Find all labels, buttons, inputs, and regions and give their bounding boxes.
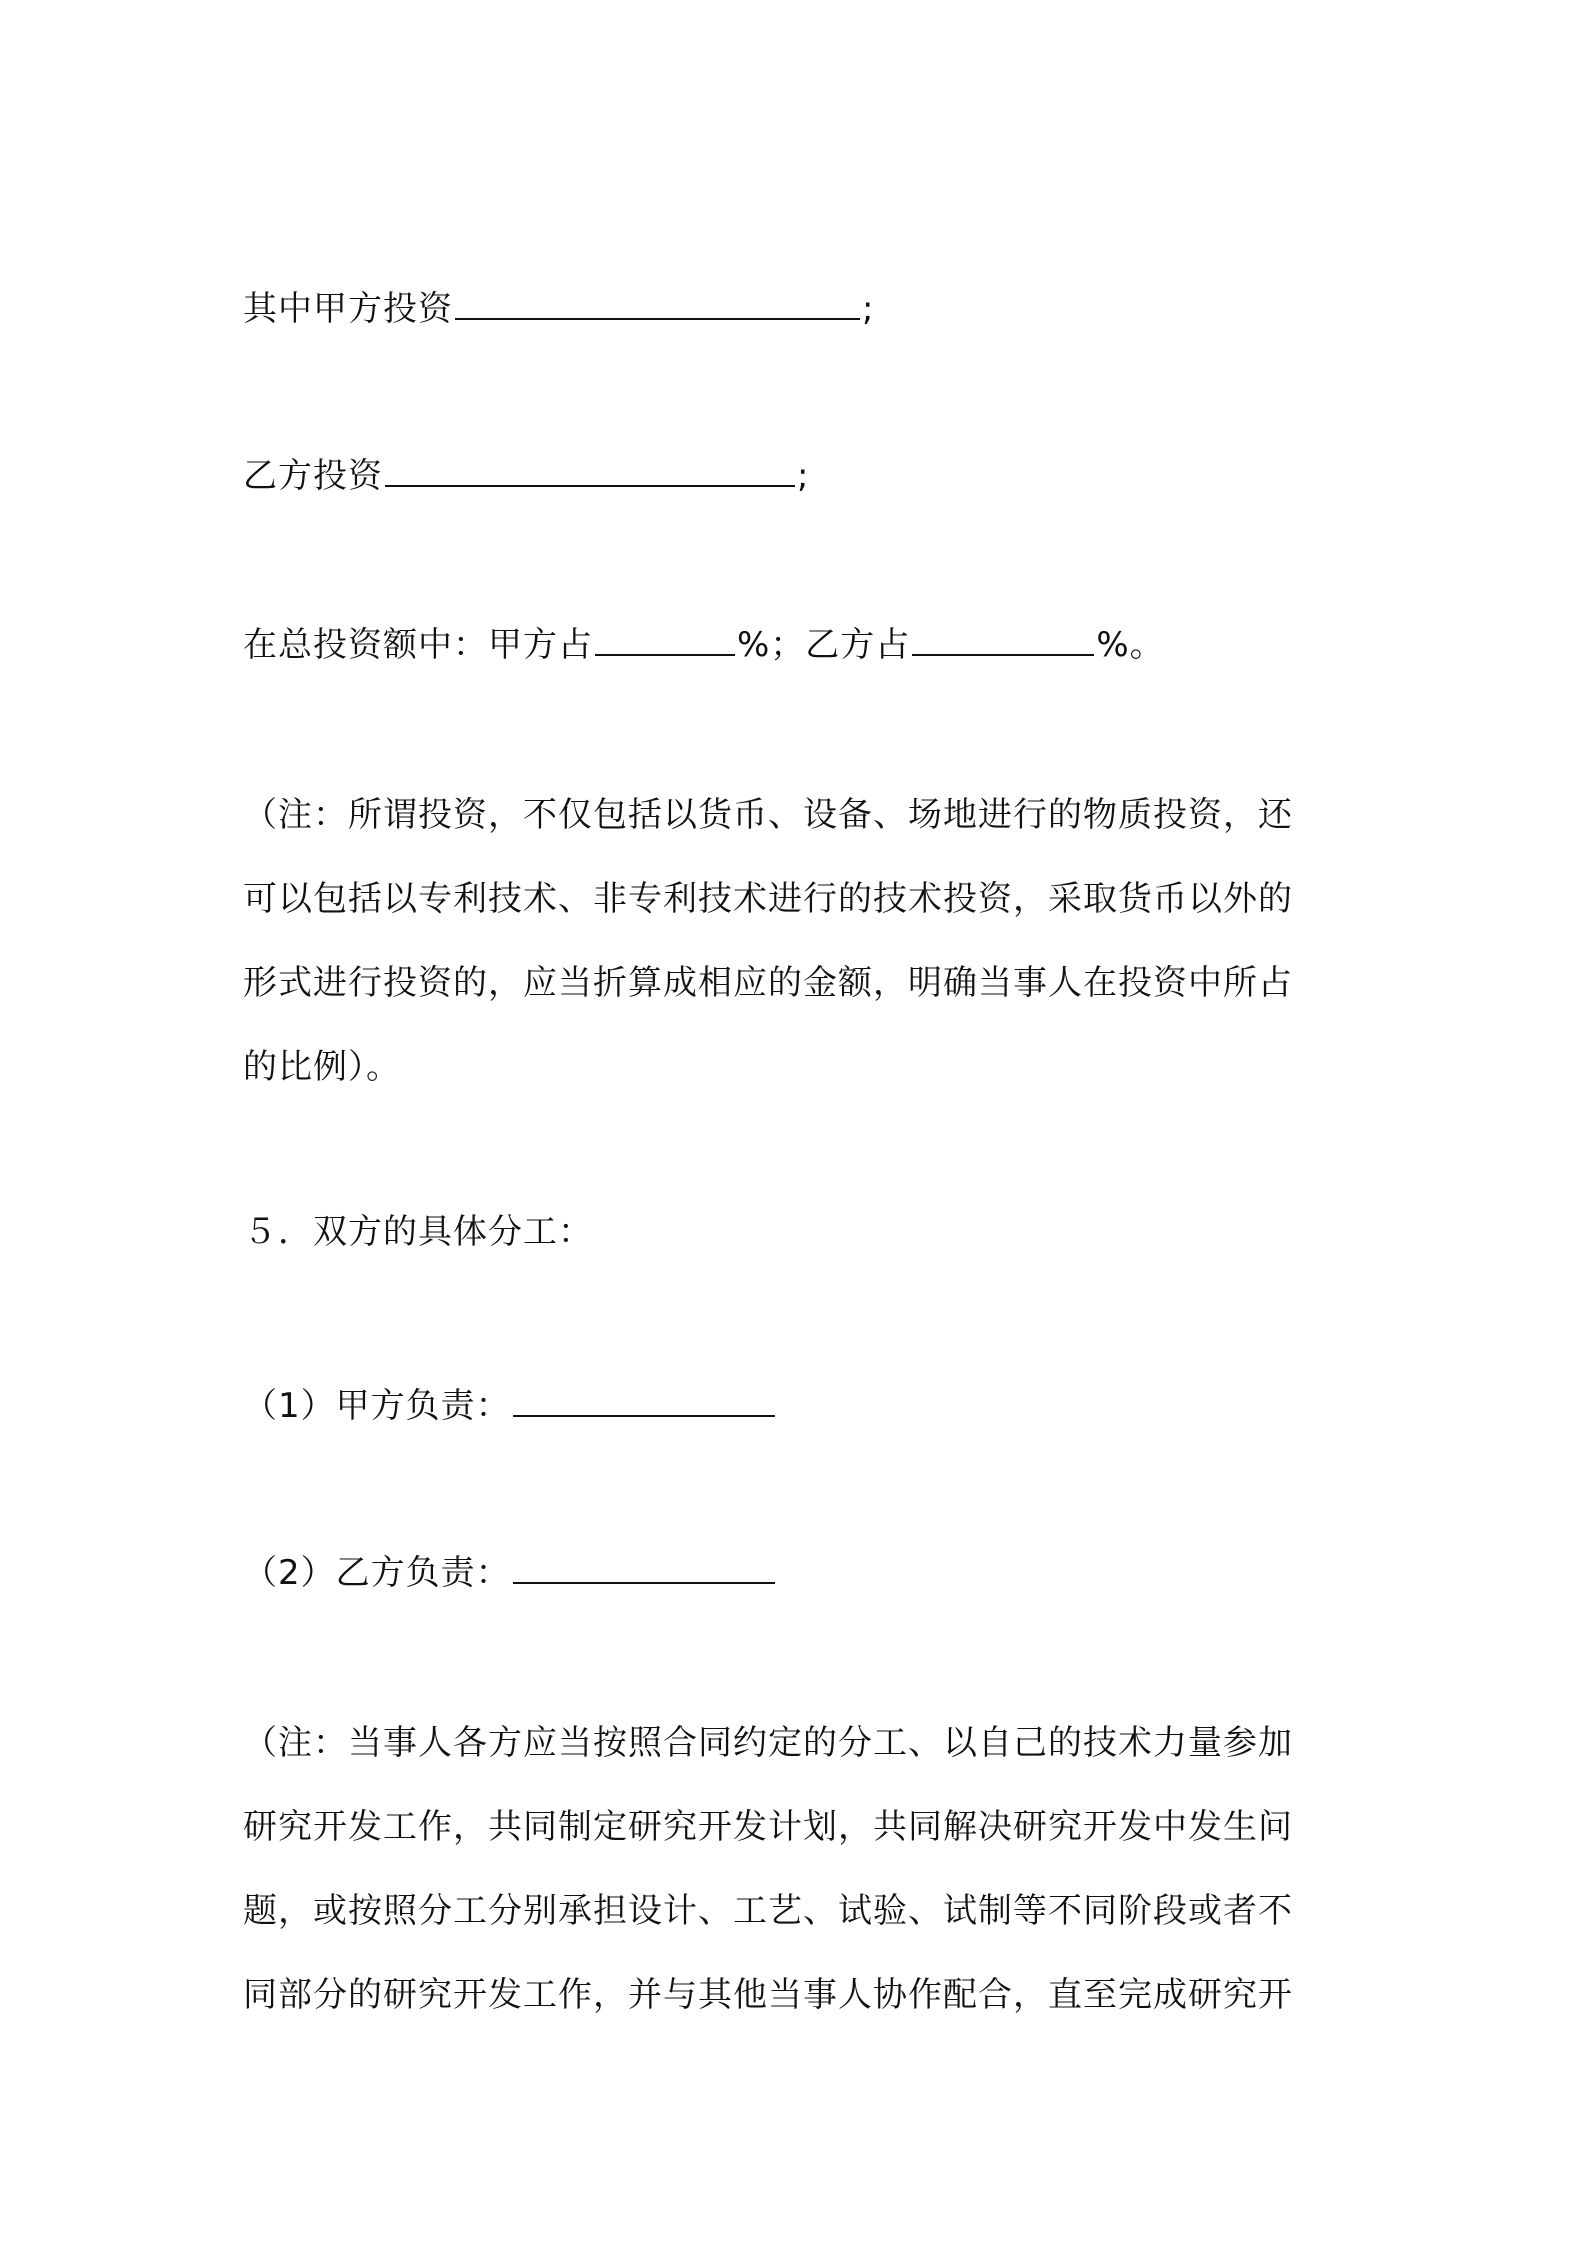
investment-ratio-end: %。: [1096, 625, 1165, 665]
section5-heading: ５．双方的具体分工：: [243, 1212, 593, 1252]
party-a-duty-label: （1）甲方负责：: [243, 1386, 511, 1426]
party-a-duty-blank: [513, 1385, 775, 1417]
party-b-duty-label: （2）乙方负责：: [243, 1553, 511, 1593]
division-note-paragraph: [243, 1701, 1363, 2037]
party-a-investment-end: ;: [862, 289, 875, 329]
investment-ratio-line: [243, 624, 1165, 665]
investment-note-row: 形式进行投资的，应当折算成相应的金额，明确当事人在投资中所占: [243, 963, 1293, 1003]
party-b-investment-end: ;: [797, 456, 810, 496]
investment-note-paragraph: [243, 773, 1363, 1109]
party-a-investment-line: [243, 288, 874, 329]
party-b-investment-label: 乙方投资: [243, 456, 383, 496]
party-a-ratio-blank: [595, 624, 735, 656]
investment-ratio-mid: %；乙方占: [737, 625, 911, 665]
division-note-row: （注：当事人各方应当按照合同约定的分工、以自己的技术力量参加: [243, 1723, 1293, 1763]
party-a-investment-label: 其中甲方投资: [243, 289, 453, 329]
party-b-duty-blank: [513, 1552, 775, 1584]
division-note-row: 同部分的研究开发工作，并与其他当事人协作配合，直至完成研究开: [243, 1975, 1293, 2015]
investment-note-row: （注：所谓投资，不仅包括以货币、设备、场地进行的物质投资，还: [243, 795, 1293, 835]
party-a-investment-blank: [455, 288, 860, 320]
party-a-duty-line: [243, 1385, 777, 1426]
party-b-investment-line: [243, 455, 809, 496]
division-note-row: 题，或按照分工分别承担设计、工艺、试验、试制等不同阶段或者不: [243, 1891, 1293, 1931]
investment-ratio-prefix: 在总投资额中：甲方占: [243, 625, 593, 665]
party-b-ratio-blank: [912, 624, 1094, 656]
investment-note-row: 可以包括以专利技术、非专利技术进行的技术投资，采取货币以外的: [243, 879, 1293, 919]
party-b-investment-blank: [385, 455, 795, 487]
party-b-duty-line: [243, 1552, 777, 1593]
division-note-row: 研究开发工作，共同制定研究开发计划，共同解决研究开发中发生问: [243, 1807, 1293, 1847]
investment-note-row: 的比例）。: [243, 1047, 401, 1087]
